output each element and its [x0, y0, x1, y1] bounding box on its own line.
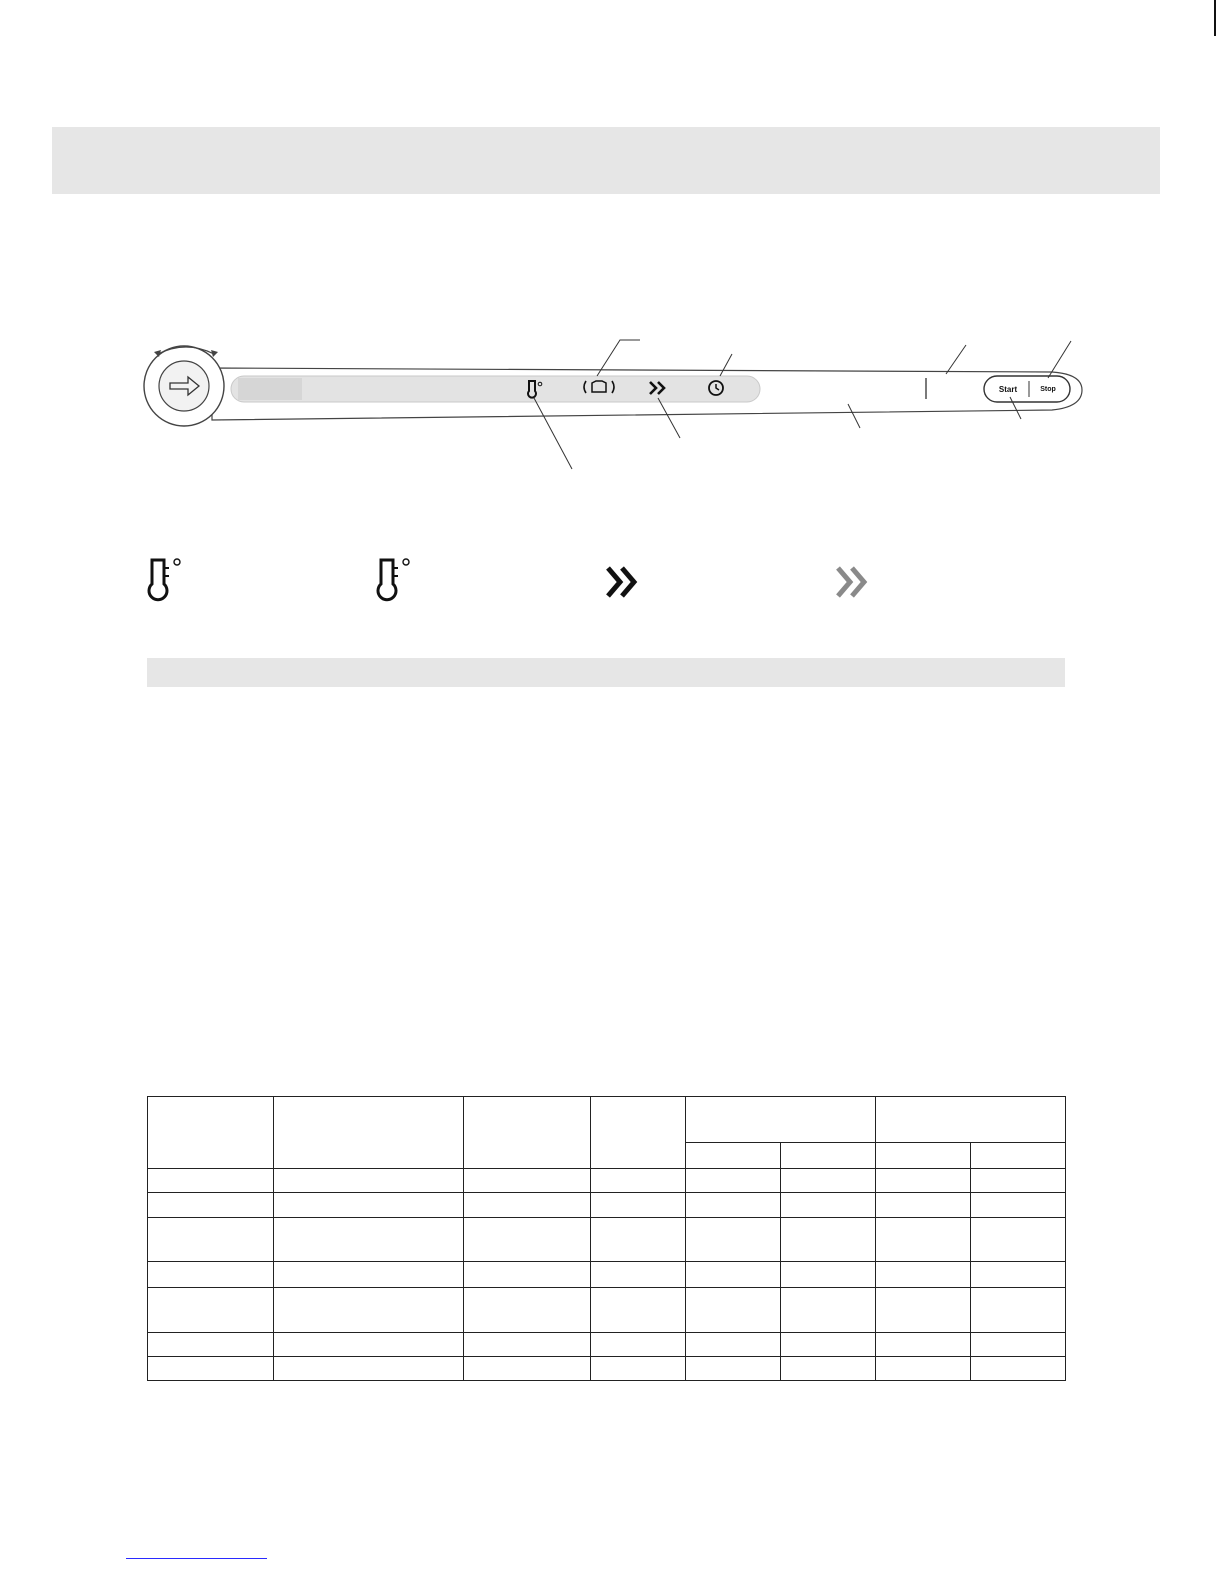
table-cell: [274, 1333, 464, 1357]
table-cell: [686, 1357, 781, 1381]
table-cell: [591, 1262, 686, 1288]
footer-link-underline[interactable]: [126, 1558, 267, 1559]
table-cell: [876, 1169, 971, 1193]
table-cell: [686, 1218, 781, 1262]
table-cell: [686, 1169, 781, 1193]
control-panel-diagram: [0, 0, 1224, 520]
table-cell: [876, 1218, 971, 1262]
legend-quick-wash-icon: [606, 566, 656, 616]
table-cell: [591, 1193, 686, 1218]
table-cell: [591, 1218, 686, 1262]
table-row: [148, 1288, 1066, 1333]
table-cell: [148, 1333, 274, 1357]
section-heading-band: [147, 658, 1065, 687]
table-header-cell: [464, 1097, 591, 1169]
table-cell: [148, 1357, 274, 1381]
table-cell: [464, 1357, 591, 1381]
table-cell: [781, 1218, 876, 1262]
table-row: [148, 1218, 1066, 1262]
table-cell: [781, 1262, 876, 1288]
table-cell: [464, 1169, 591, 1193]
table-cell: [148, 1169, 274, 1193]
table-cell: [686, 1333, 781, 1357]
table-cell: [781, 1169, 876, 1193]
table-cell: [971, 1333, 1066, 1357]
table-cell: [876, 1357, 971, 1381]
table-cell: [591, 1357, 686, 1381]
table-cell: [148, 1218, 274, 1262]
table-cell: [591, 1333, 686, 1357]
table-header-row: [148, 1097, 1066, 1143]
start-button[interactable]: Start: [988, 379, 1028, 399]
table-cell: [591, 1288, 686, 1333]
table-row: [148, 1357, 1066, 1381]
table-cell: [464, 1288, 591, 1333]
table-header-cell: [781, 1143, 876, 1169]
table-cell: [464, 1333, 591, 1357]
table-cell: [876, 1193, 971, 1218]
table-cell: [971, 1288, 1066, 1333]
table-cell: [274, 1218, 464, 1262]
stop-button[interactable]: Stop: [1031, 379, 1065, 399]
table-cell: [971, 1262, 1066, 1288]
table-row: [148, 1333, 1066, 1357]
table-cell: [591, 1169, 686, 1193]
table-cell: [686, 1288, 781, 1333]
legend-temperature-icon: [375, 556, 425, 606]
table-cell: [274, 1288, 464, 1333]
table-cell: [971, 1218, 1066, 1262]
table-row: [148, 1169, 1066, 1193]
legend-quick-wash-icon-inactive: [836, 566, 886, 616]
table-cell: [781, 1333, 876, 1357]
program-table: [147, 1096, 1066, 1381]
table-cell: [781, 1193, 876, 1218]
display-window: [238, 378, 302, 400]
table-cell: [148, 1262, 274, 1288]
table-cell: [971, 1357, 1066, 1381]
table-cell: [274, 1357, 464, 1381]
table-header-cell: [274, 1097, 464, 1169]
table-cell: [274, 1262, 464, 1288]
table-header-cell: [971, 1143, 1066, 1169]
table-row: [148, 1193, 1066, 1218]
table-cell: [781, 1357, 876, 1381]
table-cell: [686, 1262, 781, 1288]
legend-temperature-icon: [146, 556, 196, 606]
table-header-cell: [686, 1097, 876, 1143]
program-dial: [144, 346, 224, 426]
table-cell: [876, 1262, 971, 1288]
table-cell: [464, 1218, 591, 1262]
table-cell: [876, 1288, 971, 1333]
table-cell: [148, 1193, 274, 1218]
table-cell: [686, 1193, 781, 1218]
table-cell: [971, 1169, 1066, 1193]
table-row: [148, 1262, 1066, 1288]
table-cell: [464, 1193, 591, 1218]
table-cell: [781, 1288, 876, 1333]
display-strip: [231, 376, 760, 402]
table-header-cell: [591, 1097, 686, 1169]
table-header-cell: [876, 1143, 971, 1169]
table-header-cell: [876, 1097, 1066, 1143]
table-cell: [876, 1333, 971, 1357]
table-cell: [464, 1262, 591, 1288]
table-cell: [274, 1169, 464, 1193]
table-header-cell: [148, 1097, 274, 1169]
table-cell: [148, 1288, 274, 1333]
table-cell: [971, 1193, 1066, 1218]
table-header-cell: [686, 1143, 781, 1169]
table-cell: [274, 1193, 464, 1218]
